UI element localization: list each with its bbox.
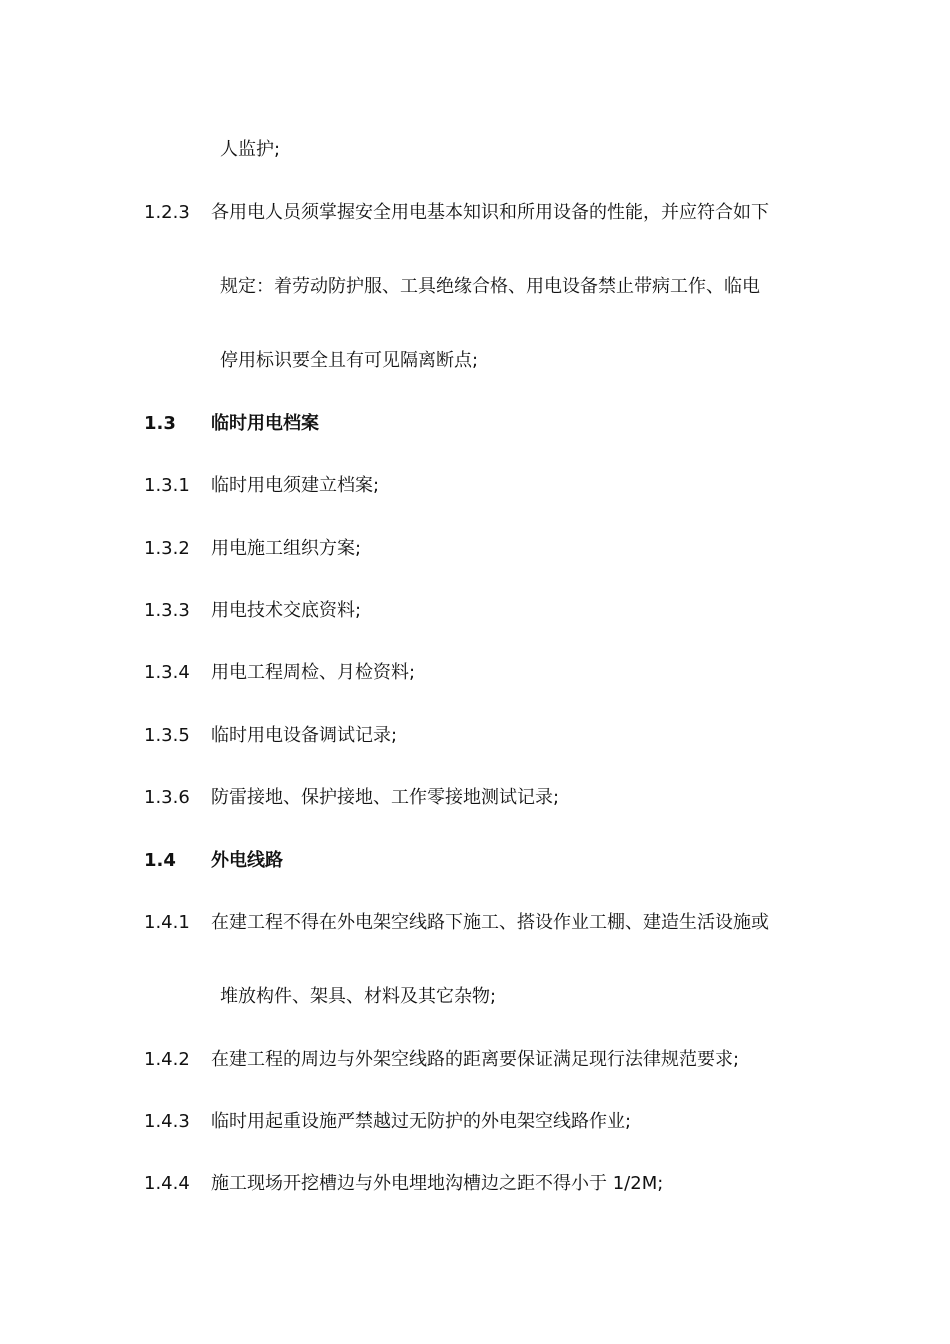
item-text: 用电施工组织方案; [211,538,362,559]
line-text: 停用标识要全且有可见隔离断点; [220,350,479,371]
section-number: 1.3 [144,413,176,434]
item-text: 施工现场开挖槽边与外电埋地沟槽边之距不得小于 1/2M; [211,1173,664,1194]
item-number: 1.4.2 [144,1049,190,1070]
item-text: 用电技术交底资料; [211,600,362,621]
item-number: 1.4.1 [144,912,190,933]
line-text: 规定：着劳动防护服、工具绝缘合格、用电设备禁止带病工作、临电 [220,276,760,297]
item-text: 各用电人员须掌握安全用电基本知识和所用设备的性能，并应符合如下 [211,202,769,223]
item-text: 临时用电须建立档案; [211,475,380,496]
item-text: 临时用电设备调试记录; [211,725,398,746]
item-number: 1.3.3 [144,600,190,621]
section-number: 1.4 [144,850,176,871]
item-number: 1.3.6 [144,787,190,808]
item-text: 临时用起重设施严禁越过无防护的外电架空线路作业; [211,1111,632,1132]
item-text: 在建工程不得在外电架空线路下施工、搭设作业工棚、建造生活设施或 [211,912,769,933]
item-text: 用电工程周检、月检资料; [211,662,416,683]
section-title: 临时用电档案 [211,413,319,434]
section-title: 外电线路 [211,850,283,871]
item-text: 在建工程的周边与外架空线路的距离要保证满足现行法律规范要求; [211,1049,740,1070]
item-number: 1.3.2 [144,538,190,559]
line-text: 堆放构件、架具、材料及其它杂物; [220,986,497,1007]
item-number: 1.3.4 [144,662,190,683]
item-number: 1.2.3 [144,202,190,223]
item-number: 1.3.1 [144,475,190,496]
item-text: 防雷接地、保护接地、工作零接地测试记录; [211,787,560,808]
item-number: 1.4.3 [144,1111,190,1132]
item-number: 1.3.5 [144,725,190,746]
line-text: 人监护; [220,139,281,160]
item-number: 1.4.4 [144,1173,190,1194]
